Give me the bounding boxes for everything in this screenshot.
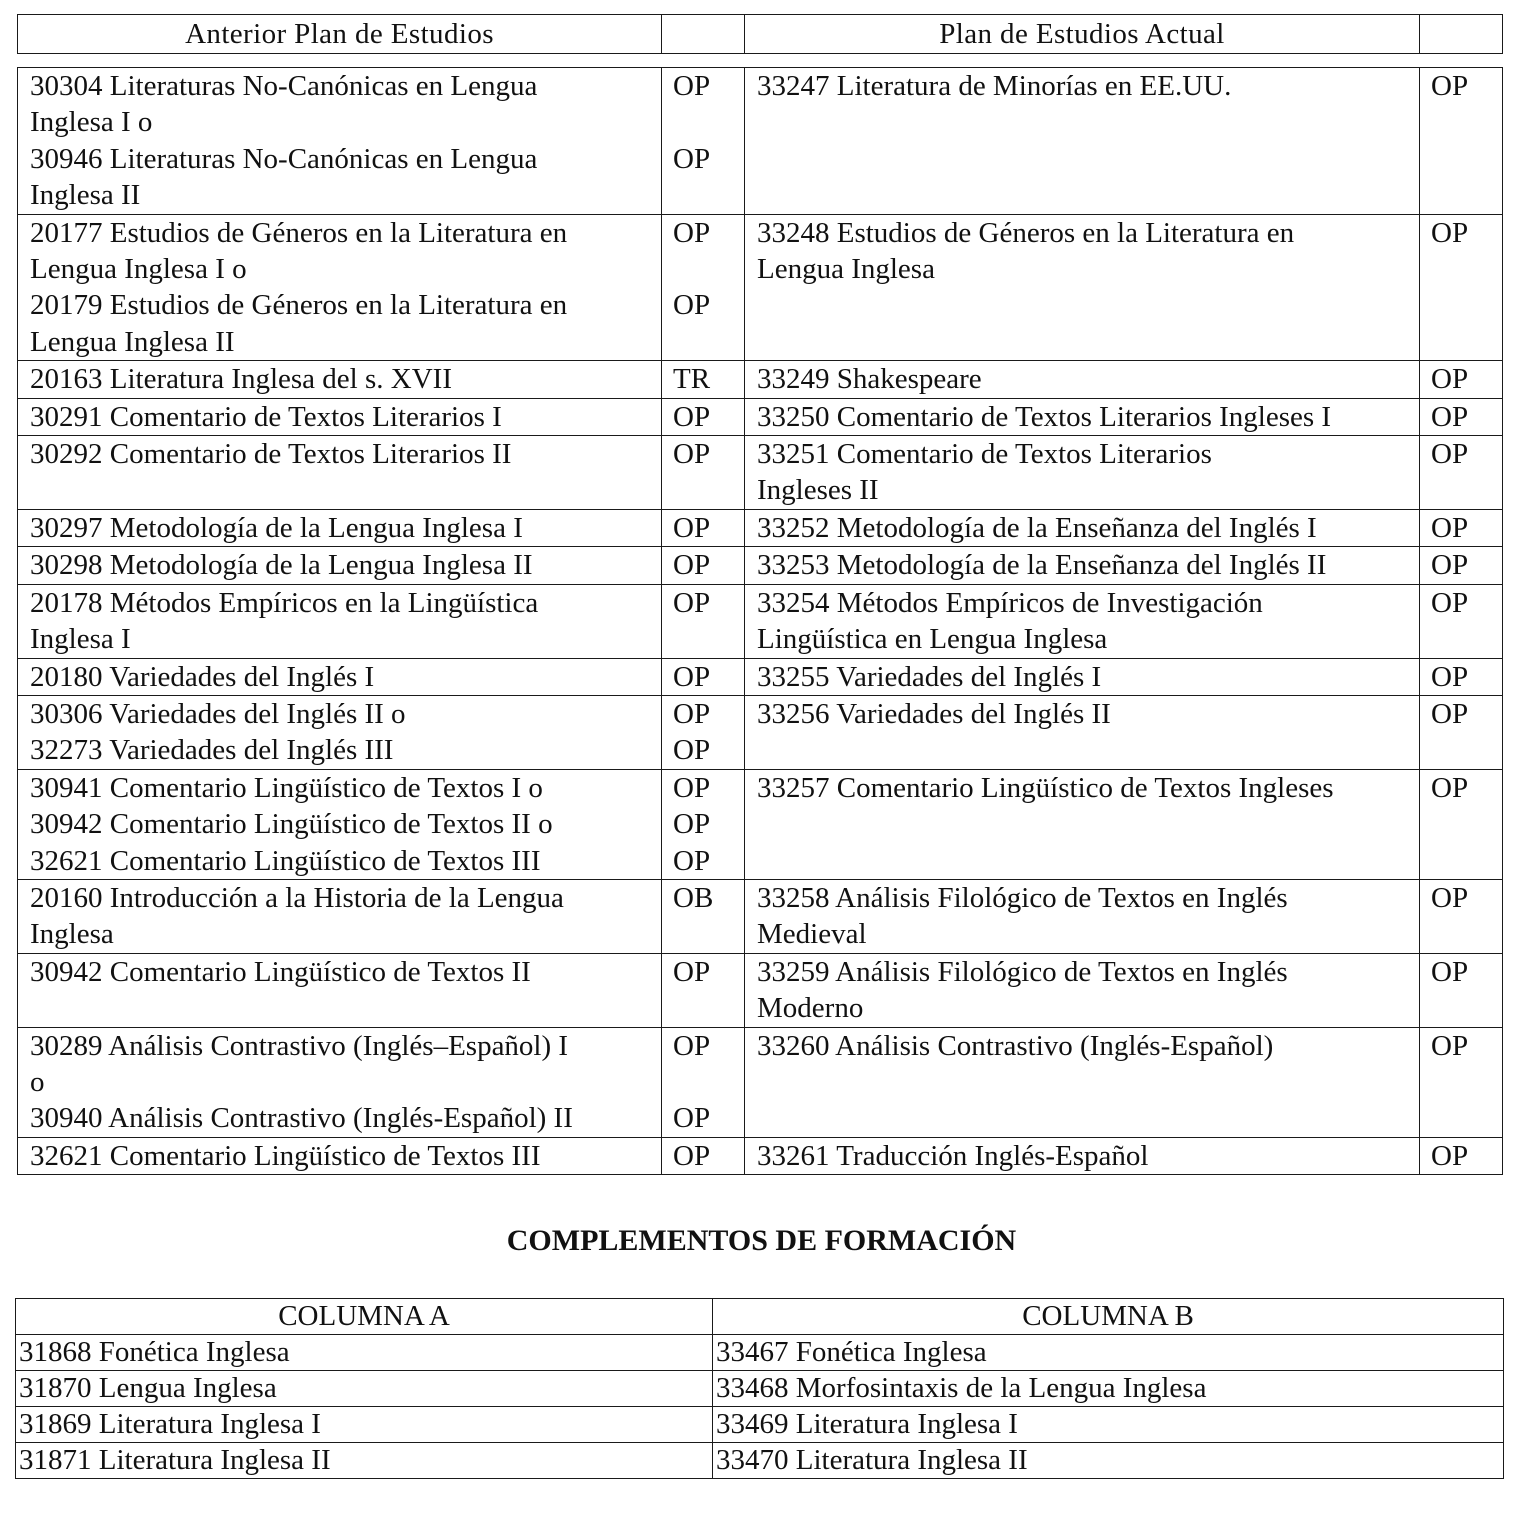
current-course-line: 33252 Metodología de la Enseñanza del Inglés I (757, 511, 1317, 544)
previous-course-line: 32621 Comentario Lingüístico de Textos III (30, 1139, 541, 1172)
current-course-cell (745, 695, 1420, 769)
column-a-cell: 31868 Fonética Inglesa (16, 1335, 713, 1371)
previous-course-cell (18, 695, 662, 769)
previous-course-type-cell (662, 398, 745, 435)
current-course-type-cell (1420, 214, 1503, 361)
previous-course-cell (18, 68, 662, 215)
previous-course-line: 30942 Comentario Lingüístico de Textos II (30, 955, 531, 988)
current-course-cell (745, 547, 1420, 584)
course-type-badge: OP (673, 697, 711, 730)
course-type-badge: OP (1431, 660, 1469, 693)
current-course-cell (745, 953, 1420, 1027)
previous-course-type-cell (662, 879, 745, 953)
current-course-type-cell (1420, 1137, 1503, 1174)
column-a-header: COLUMNA A (16, 1299, 713, 1335)
complementos-title: COMPLEMENTOS DE FORMACIÓN (506, 1224, 1017, 1257)
previous-course-line: 30306 Variedades del Inglés II o (30, 697, 406, 730)
course-type-badge: OP (673, 1029, 711, 1062)
previous-course-line: 30298 Metodología de la Lengua Inglesa II (30, 549, 533, 582)
current-course-line: 33256 Variedades del Inglés II (757, 697, 1111, 730)
current-course-line: 33250 Comentario de Textos Literarios Ingleses I (757, 400, 1332, 433)
previous-course-line: 30297 Metodología de la Lengua Inglesa I (30, 511, 523, 544)
current-course-cell (745, 509, 1420, 546)
previous-course-line: 30941 Comentario Lingüístico de Textos I o (30, 771, 543, 804)
course-type-badge (673, 104, 744, 140)
previous-course-cell (18, 509, 662, 546)
previous-course-type-cell (662, 214, 745, 361)
previous-course-cell (18, 658, 662, 695)
previous-course-type-cell (662, 509, 745, 546)
column-b-cell: 33468 Morfosintaxis de la Lengua Inglesa (713, 1371, 1504, 1407)
current-course-line: 33254 Métodos Empíricos de Investigación (757, 586, 1263, 619)
course-type-badge: OP (1431, 70, 1469, 102)
course-type-badge: OP (673, 400, 711, 433)
current-course-cell (745, 361, 1420, 398)
current-course-line: 33258 Análisis Filológico de Textos en Inglés (757, 881, 1288, 914)
course-type-badge (673, 1064, 744, 1100)
course-type-badge: OP (1431, 1029, 1469, 1062)
table-row (18, 695, 1503, 769)
previous-course-line: Inglesa (30, 918, 114, 951)
course-type-badge: OP (673, 216, 711, 249)
table-row (18, 361, 1503, 398)
table-row (16, 1443, 1504, 1479)
previous-course-cell (18, 361, 662, 398)
current-course-line: 33247 Literatura de Minorías en EE.UU. (757, 70, 1232, 102)
table-row (18, 68, 1503, 215)
previous-course-type-cell (662, 584, 745, 658)
column-a-cell: 31871 Literatura Inglesa II (16, 1443, 713, 1479)
course-type-badge: OP (1431, 697, 1469, 730)
previous-course-type-cell (662, 769, 745, 879)
previous-course-cell (18, 953, 662, 1027)
previous-course-cell (18, 398, 662, 435)
table-row (18, 879, 1503, 953)
previous-plan-header: Anterior Plan de Estudios (18, 15, 662, 54)
current-course-cell (745, 68, 1420, 215)
course-type-badge: OP (1431, 586, 1469, 619)
table-row (16, 1371, 1504, 1407)
course-type-badge: OP (1431, 955, 1469, 988)
table-row (18, 658, 1503, 695)
current-plan-header: Plan de Estudios Actual (745, 15, 1420, 54)
current-course-type-cell (1420, 769, 1503, 879)
course-type-badge (673, 177, 744, 213)
course-type-badge: OP (1431, 881, 1469, 914)
column-a-cell: 31869 Literatura Inglesa I (16, 1407, 713, 1443)
course-type-badge: OP (1431, 549, 1469, 582)
course-type-badge: OP (673, 586, 711, 619)
current-course-type-cell (1420, 509, 1503, 546)
table-row (18, 953, 1503, 1027)
table-row (18, 1027, 1503, 1137)
course-type-badge: OP (673, 771, 711, 804)
table-row (18, 509, 1503, 546)
previous-course-line: Lengua Inglesa II (30, 325, 235, 358)
course-type-badge: OP (1431, 511, 1469, 544)
previous-course-line: 20178 Métodos Empíricos en la Lingüística (30, 586, 539, 619)
previous-course-type-cell (662, 361, 745, 398)
current-course-cell (745, 879, 1420, 953)
course-type-badge: OB (673, 881, 714, 914)
column-b-cell: 33469 Literatura Inglesa I (713, 1407, 1504, 1443)
current-course-line: 33260 Análisis Contrastivo (Inglés-Español) (757, 1029, 1274, 1062)
previous-course-line: o (30, 1065, 45, 1098)
plan-header-row (18, 15, 1503, 54)
previous-course-cell (18, 214, 662, 361)
course-type-badge: OP (673, 844, 711, 877)
current-course-line: 33255 Variedades del Inglés I (757, 660, 1102, 693)
current-course-type-cell (1420, 398, 1503, 435)
course-type-badge: OP (673, 289, 711, 322)
column-b-cell: 33467 Fonética Inglesa (713, 1335, 1504, 1371)
course-type-badge: OP (1431, 1139, 1469, 1172)
course-type-badge: OP (673, 438, 711, 471)
current-course-type-cell (1420, 879, 1503, 953)
current-course-line: 33259 Análisis Filológico de Textos en Inglés (757, 955, 1288, 988)
course-type-badge (673, 251, 744, 287)
current-course-type-cell (1420, 547, 1503, 584)
table-row (18, 398, 1503, 435)
course-type-badge: OP (673, 734, 711, 767)
current-course-cell (745, 214, 1420, 361)
course-type-badge: OP (673, 1139, 711, 1172)
plan-header-table (17, 14, 1503, 54)
column-b-cell: 33470 Literatura Inglesa II (713, 1443, 1504, 1479)
current-course-cell (745, 769, 1420, 879)
previous-course-cell (18, 436, 662, 510)
table-row (18, 547, 1503, 584)
previous-course-line: 30289 Análisis Contrastivo (Inglés–Español) I (30, 1029, 569, 1062)
course-type-badge: OP (1431, 771, 1469, 804)
previous-course-line: Inglesa I o (30, 106, 153, 139)
column-b-header: COLUMNA B (713, 1299, 1504, 1335)
current-course-line: Ingleses II (757, 474, 879, 507)
previous-course-line: 20163 Literatura Inglesa del s. XVII (30, 363, 452, 396)
current-course-type-cell (1420, 584, 1503, 658)
previous-course-line: 32273 Variedades del Inglés III (30, 734, 394, 767)
current-course-line: Medieval (757, 918, 867, 951)
previous-course-line: Inglesa II (30, 179, 141, 212)
current-type-header (1420, 15, 1503, 54)
current-course-cell (745, 658, 1420, 695)
previous-course-cell (18, 1137, 662, 1174)
current-course-line: 33257 Comentario Lingüístico de Textos Ingleses (757, 771, 1334, 804)
course-type-badge: OP (1431, 438, 1469, 471)
previous-course-line: 20180 Variedades del Inglés I (30, 660, 375, 693)
table-row (18, 769, 1503, 879)
current-course-line: 33261 Traducción Inglés-Español (757, 1139, 1149, 1172)
previous-course-line: 30942 Comentario Lingüístico de Textos II o (30, 808, 553, 841)
course-type-badge: OP (673, 142, 711, 175)
previous-type-header (662, 15, 745, 54)
previous-course-type-cell (662, 547, 745, 584)
previous-course-type-cell (662, 953, 745, 1027)
previous-course-line: 20179 Estudios de Géneros en la Literatura en (30, 289, 568, 322)
previous-course-type-cell (662, 436, 745, 510)
current-course-line: Lengua Inglesa (757, 253, 935, 286)
current-course-cell (745, 584, 1420, 658)
course-type-badge: OP (673, 549, 711, 582)
current-course-line: 33248 Estudios de Géneros en la Literatura en (757, 216, 1295, 249)
course-type-badge: TR (673, 363, 711, 396)
current-course-type-cell (1420, 361, 1503, 398)
previous-course-line: 30946 Literaturas No-Canónicas en Lengua (30, 142, 538, 175)
complementos-header-row (16, 1299, 1504, 1335)
current-course-line: Lingüística en Lengua Inglesa (757, 623, 1108, 656)
previous-course-line: Lengua Inglesa I o (30, 253, 247, 286)
table-row (16, 1335, 1504, 1371)
current-course-type-cell (1420, 1027, 1503, 1137)
course-type-badge: OP (1431, 400, 1469, 433)
previous-course-line: 30292 Comentario de Textos Literarios II (30, 438, 512, 471)
previous-course-line: 30304 Literaturas No-Canónicas en Lengua (30, 70, 538, 102)
previous-course-line: 20177 Estudios de Géneros en la Literatura en (30, 216, 568, 249)
previous-course-cell (18, 584, 662, 658)
previous-course-cell (18, 1027, 662, 1137)
table-row (16, 1407, 1504, 1443)
current-course-cell (745, 398, 1420, 435)
table-row (18, 214, 1503, 361)
table-row (18, 584, 1503, 658)
equivalence-table (17, 67, 1503, 1175)
previous-course-type-cell (662, 1137, 745, 1174)
course-type-badge: OP (673, 808, 711, 841)
table-row (18, 1137, 1503, 1174)
course-type-badge (673, 324, 744, 360)
current-course-cell (745, 1027, 1420, 1137)
column-a-cell: 31870 Lengua Inglesa (16, 1371, 713, 1407)
current-course-cell (745, 1137, 1420, 1174)
current-course-type-cell (1420, 695, 1503, 769)
current-course-line: 33253 Metodología de la Enseñanza del Inglés II (757, 549, 1327, 582)
previous-course-line: 30291 Comentario de Textos Literarios I (30, 400, 502, 433)
previous-course-type-cell (662, 1027, 745, 1137)
current-course-type-cell (1420, 953, 1503, 1027)
current-course-type-cell (1420, 658, 1503, 695)
course-type-badge: OP (673, 1102, 711, 1135)
previous-course-cell (18, 879, 662, 953)
course-type-badge: OP (1431, 363, 1469, 396)
current-course-line: 33251 Comentario de Textos Literarios (757, 438, 1212, 471)
previous-course-type-cell (662, 695, 745, 769)
previous-course-type-cell (662, 658, 745, 695)
previous-course-line: 20160 Introducción a la Historia de la Lengua (30, 881, 564, 914)
previous-course-line: 32621 Comentario Lingüístico de Textos III (30, 844, 541, 877)
current-course-line: Moderno (757, 992, 864, 1025)
previous-course-cell (18, 769, 662, 879)
course-type-badge: OP (673, 70, 711, 102)
table-row (18, 436, 1503, 510)
course-type-badge: OP (1431, 216, 1469, 249)
previous-course-line: Inglesa I (30, 623, 131, 656)
previous-course-type-cell (662, 68, 745, 215)
current-course-line: 33249 Shakespeare (757, 363, 982, 396)
current-course-type-cell (1420, 68, 1503, 215)
previous-course-cell (18, 547, 662, 584)
course-type-badge: OP (673, 660, 711, 693)
course-type-badge: OP (673, 511, 711, 544)
current-course-type-cell (1420, 436, 1503, 510)
current-course-cell (745, 436, 1420, 510)
complementos-table (15, 1298, 1504, 1479)
course-type-badge: OP (673, 955, 711, 988)
previous-course-line: 30940 Análisis Contrastivo (Inglés-Español) II (30, 1102, 573, 1135)
